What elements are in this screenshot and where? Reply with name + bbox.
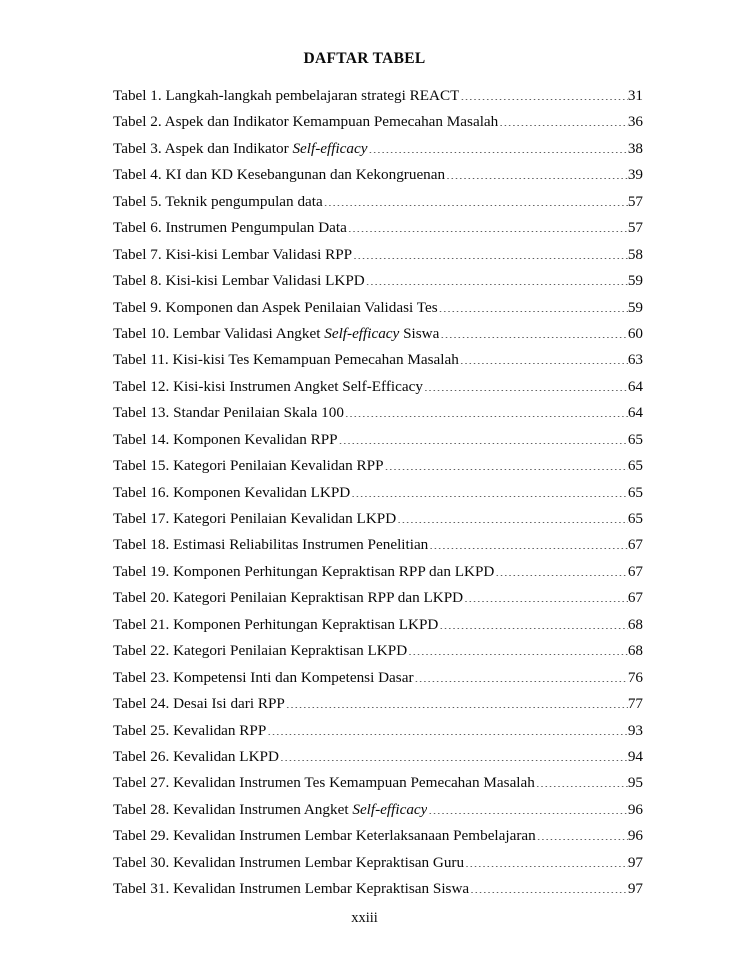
- toc-dot-leader: [351, 483, 628, 497]
- toc-entry-page-number: 96: [627, 800, 643, 818]
- toc-entry-page-number: 57: [627, 192, 643, 210]
- toc-entry-label: Tabel 31. Kevalidan Instrumen Lembar Kepraktisan Siswa: [113, 880, 470, 898]
- toc-entry-page-number: 57: [627, 219, 643, 237]
- toc-entry-label: Tabel 19. Komponen Perhitungan Kepraktisan RPP dan LKPD: [113, 562, 495, 580]
- toc-entry[interactable]: [113, 876, 643, 902]
- toc-entry[interactable]: [113, 532, 643, 558]
- toc-entry-page-number: 65: [627, 510, 643, 527]
- toc-entry-page-number: 93: [627, 721, 643, 739]
- toc-entry[interactable]: [113, 321, 643, 347]
- toc-entry[interactable]: [113, 400, 643, 426]
- toc-entry-page-number: 64: [627, 377, 643, 395]
- toc-entry-page-number: 68: [627, 642, 643, 660]
- toc-entry[interactable]: [113, 612, 643, 638]
- toc-dot-leader: [348, 218, 628, 232]
- toc-entry-page-number: 59: [627, 272, 643, 290]
- toc-entry-page-number: 67: [627, 589, 643, 607]
- toc-entry-label: Tabel 3. Aspek dan Indikator Self-efficacy: [113, 139, 368, 157]
- toc-entry-label: Tabel 8. Kisi-kisi Lembar Validasi LKPD: [113, 272, 365, 290]
- toc-entry-label: Tabel 15. Kategori Penilaian Kevalidan RPP: [113, 457, 384, 475]
- toc-entry-label: Tabel 11. Kisi-kisi Tes Kemampuan Pemecahan Masalah: [113, 351, 459, 369]
- toc-entry-label: Tabel 12. Kisi-kisi Instrumen Angket Self-Efficacy: [113, 377, 423, 395]
- toc-entry-page-number: 58: [627, 245, 643, 263]
- toc-entry-label: Tabel 21. Komponen Perhitungan Kepraktisan LKPD: [113, 615, 439, 633]
- toc-entry-page-number: 63: [627, 351, 643, 369]
- toc-entry[interactable]: [113, 691, 643, 717]
- toc-entry[interactable]: [113, 83, 643, 109]
- toc-dot-leader: [369, 139, 628, 153]
- toc-dot-leader: [408, 641, 628, 655]
- toc-dot-leader: [428, 800, 627, 814]
- toc-entry-page-number: 67: [627, 536, 643, 554]
- toc-entry-italic-term: Self-efficacy: [352, 800, 428, 818]
- toc-entry-page-number: 97: [627, 880, 643, 898]
- toc-entry-page-number: 31: [627, 87, 643, 104]
- toc-entry-label: Tabel 25. Kevalidan RPP: [113, 721, 267, 739]
- toc-entry-page-number: 38: [627, 139, 643, 157]
- toc-entry[interactable]: [113, 665, 643, 691]
- page-number-folio: xxiii: [351, 910, 378, 926]
- toc-entry[interactable]: [113, 109, 643, 135]
- toc-dot-leader: [429, 535, 628, 549]
- toc-entry[interactable]: [113, 480, 643, 506]
- toc-entry[interactable]: [113, 136, 643, 162]
- toc-dot-leader: [460, 350, 628, 364]
- toc-entry-label: Tabel 24. Desai Isi dari RPP: [113, 695, 285, 713]
- toc-entry-label: Tabel 9. Komponen dan Aspek Penilaian Validasi Tes: [113, 298, 438, 316]
- toc-dot-leader: [339, 430, 628, 444]
- toc-entry[interactable]: [113, 585, 643, 611]
- toc-entry[interactable]: [113, 189, 643, 215]
- toc-dot-leader: [385, 456, 628, 470]
- toc-entry[interactable]: [113, 823, 643, 849]
- toc-entry-page-number: 95: [627, 774, 643, 792]
- toc-entry[interactable]: [113, 268, 643, 294]
- toc-entry-page-number: 97: [627, 853, 643, 871]
- toc-entry-page-number: 67: [627, 562, 643, 580]
- toc-entry-page-number: 96: [627, 827, 643, 845]
- toc-entry[interactable]: [113, 770, 643, 796]
- toc-dot-leader: [470, 879, 628, 893]
- toc-entry-label: Tabel 26. Kevalidan LKPD: [113, 747, 279, 765]
- toc-entry[interactable]: [113, 374, 643, 400]
- toc-entry-page-number: 64: [627, 404, 643, 422]
- toc-entry[interactable]: [113, 850, 643, 876]
- toc-entry[interactable]: [113, 427, 643, 453]
- toc-entry-page-number: 65: [627, 483, 643, 501]
- toc-dot-leader: [267, 721, 627, 735]
- toc-entry[interactable]: [113, 744, 643, 770]
- toc-dot-leader: [439, 615, 627, 629]
- toc-entry[interactable]: [113, 295, 643, 321]
- toc-entry-label: Tabel 14. Komponen Kevalidan RPP: [113, 430, 338, 448]
- toc-entry-page-number: 65: [627, 430, 643, 448]
- toc-entry[interactable]: [113, 347, 643, 373]
- toc-entry-label: Tabel 23. Kompetensi Inti dan Kompetensi Dasar: [113, 668, 414, 686]
- toc-entry-label: Tabel 28. Kevalidan Instrumen Angket Self-efficacy: [113, 800, 428, 818]
- toc-entry[interactable]: [113, 797, 643, 823]
- toc-entry-label: Tabel 27. Kevalidan Instrumen Tes Kemampuan Pemecahan Masalah: [113, 774, 535, 792]
- toc-entry-label: Tabel 1. Langkah-langkah pembelajaran strategi REACT: [113, 87, 460, 104]
- toc-entry-page-number: 76: [627, 668, 643, 686]
- toc-entry-italic-term: Self-efficacy: [324, 324, 400, 342]
- toc-dot-leader: [465, 853, 628, 867]
- toc-entry-label: Tabel 2. Aspek dan Indikator Kemampuan Pemecahan Masalah: [113, 113, 499, 131]
- toc-entry-label: Tabel 22. Kategori Penilaian Kepraktisan LKPD: [113, 642, 408, 660]
- table-of-tables-list: [113, 83, 643, 903]
- toc-entry[interactable]: [113, 162, 643, 188]
- toc-dot-leader: [366, 271, 628, 285]
- toc-entry[interactable]: [113, 559, 643, 585]
- toc-dot-leader: [495, 562, 627, 576]
- toc-entry-page-number: 65: [627, 457, 643, 475]
- toc-entry-italic-term: Self-efficacy: [292, 139, 368, 157]
- toc-entry-page-number: 39: [627, 166, 643, 184]
- toc-dot-leader: [440, 324, 627, 338]
- toc-entry-label: Tabel 30. Kevalidan Instrumen Lembar Kepraktisan Guru: [113, 853, 465, 871]
- toc-entry[interactable]: [113, 215, 643, 241]
- toc-entry-label: Tabel 13. Standar Penilaian Skala 100: [113, 404, 344, 422]
- toc-entry-label: Tabel 5. Teknik pengumpulan data: [113, 192, 323, 210]
- toc-entry-page-number: 68: [627, 615, 643, 633]
- toc-entry-page-number: 59: [627, 298, 643, 316]
- toc-entry-label: Tabel 6. Instrumen Pengumpulan Data: [113, 219, 347, 237]
- toc-entry-label: Tabel 20. Kategori Penilaian Kepraktisan RPP dan LKPD: [113, 589, 464, 607]
- toc-entry[interactable]: [113, 453, 643, 479]
- toc-entry-label: Tabel 16. Komponen Kevalidan LKPD: [113, 483, 351, 501]
- toc-entry[interactable]: [113, 506, 643, 532]
- toc-dot-leader: [286, 694, 628, 708]
- toc-dot-leader: [439, 298, 628, 312]
- toc-dot-leader: [446, 165, 628, 179]
- toc-dot-leader: [345, 403, 628, 417]
- toc-entry-label: Tabel 10. Lembar Validasi Angket Self-efficacy Siswa: [113, 324, 440, 342]
- toc-entry-label: Tabel 4. KI dan KD Kesebangunan dan Kekongruenan: [113, 166, 446, 184]
- toc-dot-leader: [499, 112, 628, 126]
- toc-entry[interactable]: [113, 638, 643, 664]
- toc-entry-page-number: 36: [627, 113, 643, 131]
- toc-dot-leader: [324, 192, 628, 206]
- toc-dot-leader: [424, 377, 628, 391]
- toc-entry-label: Tabel 18. Estimasi Reliabilitas Instrumen Penelitian: [113, 536, 429, 554]
- toc-entry-label: Tabel 29. Kevalidan Instrumen Lembar Keterlaksanaan Pembelajaran: [113, 827, 536, 845]
- toc-dot-leader: [536, 773, 628, 787]
- toc-dot-leader: [415, 668, 628, 682]
- toc-entry[interactable]: [113, 718, 643, 744]
- toc-entry[interactable]: [113, 242, 643, 268]
- toc-dot-leader: [460, 86, 627, 100]
- toc-entry-page-number: 77: [627, 695, 643, 713]
- toc-entry-label: Tabel 17. Kategori Penilaian Kevalidan LKPD: [113, 510, 397, 527]
- toc-entry-label: Tabel 7. Kisi-kisi Lembar Validasi RPP: [113, 245, 353, 263]
- toc-dot-leader: [280, 747, 628, 761]
- toc-entry-page-number: 94: [627, 747, 643, 765]
- toc-dot-leader: [537, 826, 628, 840]
- toc-dot-leader: [397, 509, 628, 523]
- toc-dot-leader: [353, 245, 628, 259]
- toc-entry-page-number: 60: [627, 324, 643, 342]
- toc-dot-leader: [464, 588, 628, 602]
- page-title: DAFTAR TABEL: [303, 50, 426, 67]
